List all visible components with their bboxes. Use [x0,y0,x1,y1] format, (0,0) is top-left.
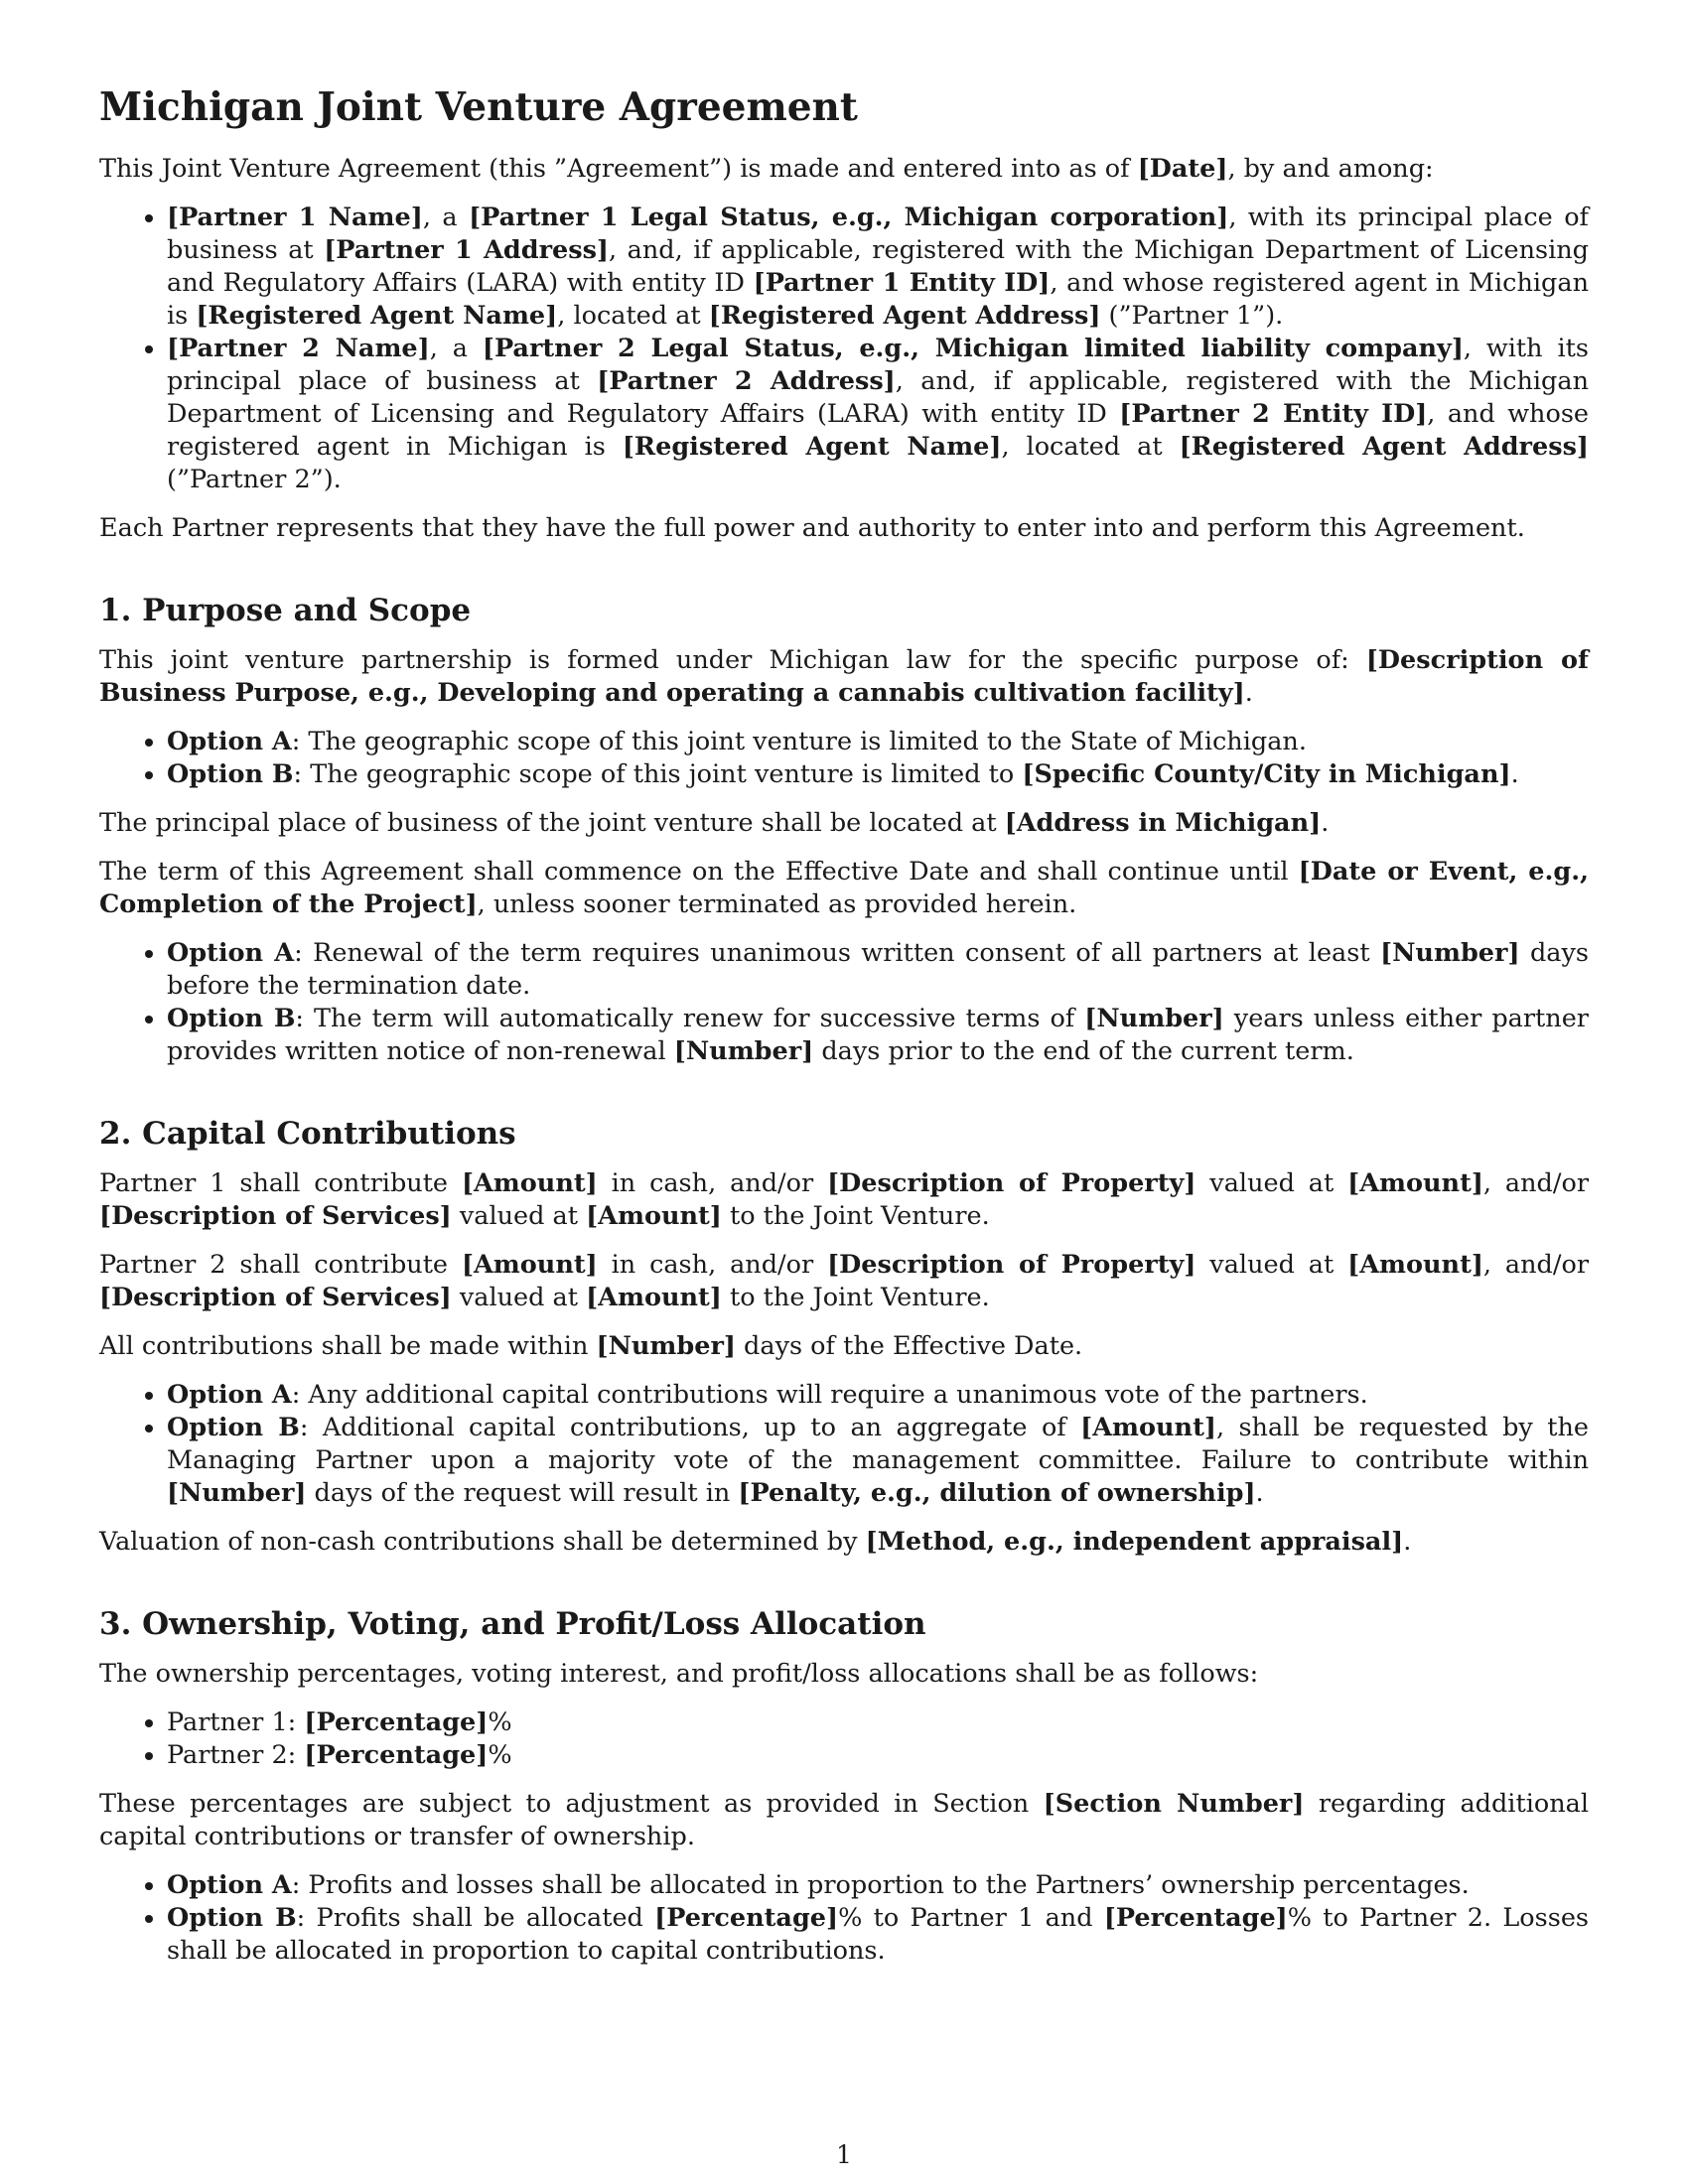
placeholder-field: Option B [167,1413,300,1442]
placeholder-field: Option B [167,1004,296,1033]
placeholder-field: Option A [167,938,295,968]
list-item: • Option B: The term will automatically renew for successive terms of [Number] years unless either partner provides written notice of non-renewal [Number] days prior to the end of the current term. [167,1003,1589,1068]
list-item: • Partner 1: [Percentage]% [167,1706,1589,1739]
placeholder-field: [Section Number] [1043,1789,1305,1819]
placeholder-field: [Amount] [586,1283,722,1312]
placeholder-field: [Amount] [1347,1168,1483,1198]
section-paragraph: The ownership percentages, voting interest, and profit/loss allocations shall be as follows: [99,1659,1259,1689]
placeholder-field: [Description of Property] [827,1168,1196,1198]
placeholder-field: [Penalty, e.g., dilution of ownership] [738,1478,1256,1508]
section-paragraph: The principal place of business of the joint venture shall be located at [Address in Michigan]. [99,808,1330,838]
placeholder-field: [Amount] [461,1168,598,1198]
section-heading-3: 3. Ownership, Voting, and Profit/Loss Allocation [99,1606,926,1642]
parties-list [99,202,1589,496]
option-list [99,726,1589,791]
placeholder-field: [Registered Agent Name] [622,432,1002,462]
placeholder-field: [Amount] [461,1250,598,1280]
party-item-partner-2: • [Partner 2 Name], a [Partner 2 Legal Status, e.g., Michigan limited liability company], with its principal place of business at [Partner 2 Address], and, if applicable, registered with the Michigan Department of Licensing and Regulatory Affairs (LARA) with entity ID [Partner 2 Entity ID], and whose registered agent in Michigan is [Registered Agent Name], located at [Registered Agent Address] (”Partner 2”). [167,333,1589,496]
intro-paragraph: This Joint Venture Agreement (this ”Agreement”) is made and entered into as of [Date], by and among: [99,154,1434,184]
placeholder-field: [Description of Services] [99,1283,452,1312]
option-list [99,1869,1589,1968]
list-item: • Option A: Profits and losses shall be allocated in proportion to the Partners’ ownership percentages. [167,1869,1589,1902]
placeholder-field: [Description of Property] [827,1250,1196,1280]
placeholder-field: [Description of Business Purpose, e.g., Developing and operating a cannabis cultivation facility] [99,645,1589,708]
placeholder-field: [Specific County/City in Michigan] [1022,759,1511,789]
placeholder-field: [Address in Michigan] [1004,808,1322,838]
sections-container [99,591,1589,1968]
placeholder-field: [Partner 2 Address] [597,366,896,396]
list-item: • Option A: Any additional capital contributions will require a unanimous vote of the partners. [167,1379,1589,1412]
section-paragraph: This joint venture partnership is formed under Michigan law for the specific purpose of: [Description of Business Purpose, e.g., Developing and operating a cannabis cultivation facility]. [99,645,1589,708]
placeholder-field: [Date] [1137,154,1228,184]
placeholder-field: [Partner 1 Name] [167,203,423,232]
placeholder-field: [Number] [596,1331,736,1361]
placeholder-field: [Percentage] [304,1740,489,1770]
placeholder-field: Option B [167,759,294,789]
section-paragraph: Valuation of non-cash contributions shall be determined by [Method, e.g., independent appraisal]. [99,1527,1412,1557]
section-paragraph: Partner 1 shall contribute [Amount] in cash, and/or [Description of Property] valued at [Amount], and/or [Description of Services] valued at [Amount] to the Joint Venture. [99,1168,1590,1231]
list-item: • Option B: Profits shall be allocated [Percentage]% to Partner 1 and [Percentage]% to Partner 2. Losses shall be allocated in proportion to capital contributions. [167,1902,1589,1968]
placeholder-field: [Partner 1 Address] [324,235,609,265]
placeholder-field: [Percentage] [1103,1903,1288,1933]
authority-paragraph: Each Partner represents that they have the full power and authority to enter into and perform this Agreement. [99,513,1525,543]
list-item: • Option B: The geographic scope of this joint venture is limited to [Specific County/City in Michigan]. [167,758,1589,791]
placeholder-field: [Partner 2 Name] [167,334,430,363]
placeholder-field: [Number] [1380,938,1520,968]
section-paragraph: The term of this Agreement shall commence on the Effective Date and shall continue until [Date or Event, e.g., Completion of the Project], unless sooner terminated as provided herein. [99,857,1589,919]
section-paragraph: Partner 2 shall contribute [Amount] in cash, and/or [Description of Property] valued at [Amount], and/or [Description of Services] valued at [Amount] to the Joint Venture. [99,1250,1590,1312]
document-page [99,83,1589,1983]
placeholder-field: [Registered Agent Name] [196,301,558,331]
placeholder-field: [Amount] [1080,1413,1216,1442]
placeholder-field: [Description of Services] [99,1201,452,1231]
placeholder-field: Option A [167,1380,292,1410]
option-list [99,1379,1589,1510]
placeholder-field: [Method, e.g., independent appraisal] [865,1527,1404,1557]
section-heading-1: 1. Purpose and Scope [99,593,472,628]
placeholder-field: [Number] [167,1478,307,1508]
list-item: • Option B: Additional capital contributions, up to an aggregate of [Amount], shall be requested by the Managing Partner upon a majority vote of the management committee. Failure to contribute within [Number] days of the request will result in [Penalty, e.g., dilution of ownership]. [167,1412,1589,1510]
placeholder-field: [Number] [673,1036,814,1066]
section-heading-2: 2. Capital Contributions [99,1116,516,1152]
placeholder-field: Option B [167,1903,297,1933]
list-item: • Partner 2: [Percentage]% [167,1739,1589,1772]
placeholder-field: [Amount] [1347,1250,1483,1280]
option-list [99,937,1589,1068]
placeholder-field: [Partner 1 Legal Status, e.g., Michigan corporation] [469,203,1229,232]
page-number: 1 [836,2140,852,2169]
placeholder-field: Option A [167,727,292,756]
placeholder-field: [Number] [1084,1004,1224,1033]
placeholder-field: [Percentage] [304,1707,489,1737]
placeholder-field: Option A [167,1870,292,1900]
placeholder-field: [Percentage] [654,1903,839,1933]
section-paragraph: All contributions shall be made within [Number] days of the Effective Date. [99,1331,1083,1361]
placeholder-field: [Registered Agent Address] [1179,432,1589,462]
placeholder-field: [Partner 2 Legal Status, e.g., Michigan limited liability company] [482,334,1464,363]
document-title: Michigan Joint Venture Agreement [99,84,858,130]
section-paragraph: These percentages are subject to adjustment as provided in Section [Section Number] regarding additional capital contributions or transfer of ownership. [99,1789,1589,1851]
option-list [99,1706,1589,1772]
placeholder-field: [Registered Agent Address] [708,301,1101,331]
list-item: • Option A: The geographic scope of this joint venture is limited to the State of Michigan. [167,726,1589,758]
placeholder-field: [Partner 2 Entity ID] [1119,399,1428,429]
placeholder-field: [Partner 1 Entity ID] [753,268,1051,298]
placeholder-field: [Date or Event, e.g., Completion of the Project] [99,857,1589,919]
placeholder-field: [Amount] [586,1201,722,1231]
list-item: • Option A: Renewal of the term requires unanimous written consent of all partners at least [Number] days before the termination date. [167,937,1589,1003]
party-item-partner-1: • [Partner 1 Name], a [Partner 1 Legal Status, e.g., Michigan corporation], with its principal place of business at [Partner 1 Address], and, if applicable, registered with the Michigan Department of Licensing and Regulatory Affairs (LARA) with entity ID [Partner 1 Entity ID], and whose registered agent in Michigan is [Registered Agent Name], located at [Registered Agent Address] (”Partner 1”). [167,202,1589,333]
